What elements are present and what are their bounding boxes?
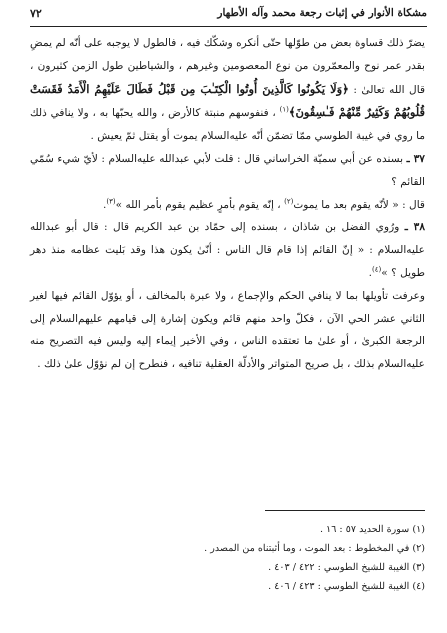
paragraph-3-text-a: قال : « لأنّه يقوم بعد ما يموت bbox=[293, 198, 425, 211]
running-header bbox=[30, 4, 427, 27]
page-number: ٧٢ bbox=[30, 7, 42, 20]
paragraph-4-text: ورُوي الفضل بن شاذان ، بسنده إلى حمّاد بن عبد الكريم قال : قال أبو عبدالله عليه‌السلام : « إنّ القائم إذا قام قال الناس : أنّىٰ يكون هذا وقد بَليت عظامه منذ دهر طويل ؟ » bbox=[30, 221, 425, 279]
footnote-4: (٤) الغيبة للشيخ الطوسي : ٤٢٣ / ٤٠٦ . bbox=[268, 581, 425, 592]
footnote-3: (٣) الغيبة للشيخ الطوسي : ٤٢٢ / ٤٠٣ . bbox=[268, 562, 425, 573]
footnote-2: (٢) في المخطوط : بعد الموت ، وما أثبتناه من المصدر . bbox=[204, 543, 425, 554]
footnote-ref-1: (١) bbox=[279, 105, 289, 114]
footnote-ref-4: (٤) bbox=[372, 265, 382, 274]
paragraph-2 bbox=[30, 148, 425, 194]
paragraph-1-text-a: يضرّ ذلك قساوة بعض من طوّلها حتّى أنكره وشكّك فيه ، فالطول لا يوجبه على أنّه لم يمضِ بقدر عمر نوح والمعمّرون من نوع المعصومين وغيرهم ، والشياطين طول الزمن كثيرون ، قال الله تعالىٰ : bbox=[30, 37, 426, 96]
paragraph-3 bbox=[30, 194, 425, 217]
quran-verse: ﴿وَلَا يَكُونُوا كَالَّذِينَ أُوتُوا الْكِتَـٰبَ مِن قَبْلُ فَطَالَ عَلَيْهِمُ الْأَمَدُ فَقَسَتْ قُلُوبُهُمْ وَكَثِيرٌ مِّنْهُمْ فَـٰسِقُونَ﴾ bbox=[30, 81, 425, 120]
paragraph-3-end: . bbox=[103, 198, 107, 211]
paragraph-2-text: بسنده عن أبي سميّة الخراساني قال : قلت لأبي عبدالله عليه‌السلام : لأيّ شيء سُمّي القائم ؟ bbox=[30, 152, 425, 188]
paragraph-1-text-b: ، فنفوسهم منبتة كالأرض ، والله يحبّها به ، ولا ينافي ذلك ما روي في غيبة الطوسي ممّا تضمّن أنّه عليه‌السلام يموت أو يقتل ثمّ يعيش . bbox=[30, 107, 425, 143]
main-text bbox=[30, 32, 425, 376]
footnote-ref-3: (٣) bbox=[106, 197, 116, 206]
paragraph-5: وعرفت تأويلها بما لا ينافي الحكم والإجماع ، ولا عبرة بالمخالف ، أو يؤوّل القائم فيها لغير الثاني عشر الحي الآن ، فكلّ واحد منهم قائم ويكون إشارة إلى قيامهم عليهم‌السلام إلى الرجعة الكبرىٰ ، أو علىٰ ما تعتقده الناس ، وفي الأخير إيماء إليه وليس فيه التصريح منه عليه‌السلام بذلك ، بل صريح المتواتر والأدلّة العقلية تنافيه ، فنطرح إن لم نؤوّل علىٰ ذلك . bbox=[30, 289, 425, 371]
hadith-number-37: ٣٧ ـ bbox=[406, 152, 425, 165]
footnotes bbox=[30, 520, 425, 596]
hadith-number-38: ٣٨ ـ bbox=[404, 221, 426, 234]
paragraph-4 bbox=[30, 216, 425, 284]
paragraph-3-text-b: ، إنّه يقوم بأمرٍ عظيم يقوم بأمر الله » bbox=[115, 198, 281, 211]
paragraph-4-end: . bbox=[368, 266, 373, 279]
paragraph-1 bbox=[30, 32, 425, 148]
footnote-1: (١) سورة الحديد ٥٧ : ١٦ . bbox=[319, 524, 425, 535]
footnote-separator bbox=[265, 510, 425, 511]
running-title: مشكاة الأنوار في إثبات رجعة محمد وآله الأطهار bbox=[217, 7, 427, 19]
footnote-ref-2: (٢) bbox=[284, 197, 294, 206]
